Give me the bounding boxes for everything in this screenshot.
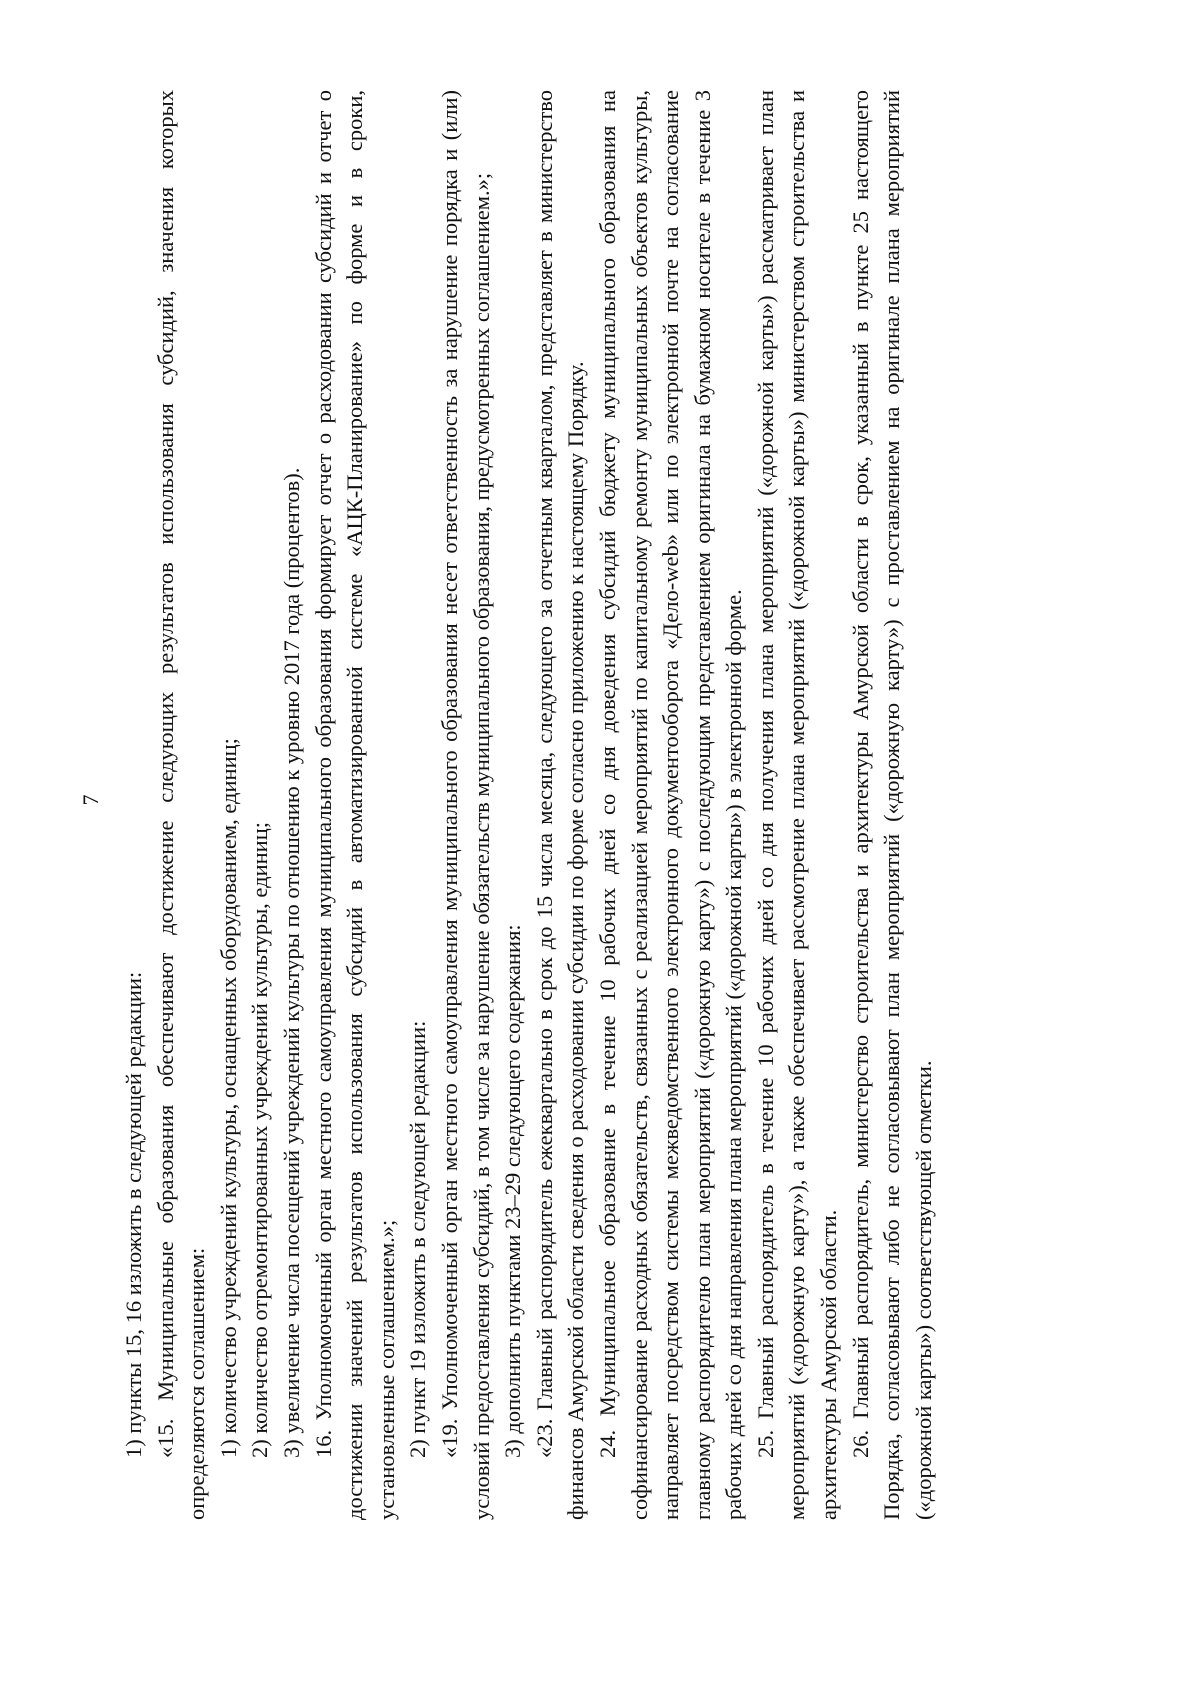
paragraph: «19. Уполномоченный орган местного самоуправления муниципального образования несет ответственность за нарушение порядка и (или) условий предоставления субсидий, в том числе за нарушение обязательств муниципального образования, предусмотренных соглашением.»; [436, 90, 494, 1520]
page-number: 7 [78, 794, 103, 806]
paragraph: 1) пункты 15, 16 изложить в следующей редакции: [121, 971, 146, 1458]
paragraph: 1) количество учреждений культуры, оснащенных оборудованием, единиц; [215, 738, 241, 1458]
paragraph: 24. Муниципальное образование в течение 10 рабочих дней со дня доведения субсидий бюджету муниципального образования на софинансирование расходных обязательств, связанных с реализацией мероприятий по капитальному ремонту муниципальных объектов культуры, направляет посредством системы межведомственного электронного документооборота «Дело-web» или по электронной почте на согласование главному распорядителю план мероприятий («дорожную карту») с последующим представлением оригинала на бумажном носителе в течение 3 рабочих дней со дня направления плана мероприятий («дорожной карты») в электронной форме. [594, 90, 747, 1520]
rotated-text-block [78, 90, 1078, 1520]
paragraph: 25. Главный распорядитель в течение 10 рабочих дней со дня получения плана мероприятий («дорожной карты») рассматривает план мероприятий («дорожную карту»), а также обеспечивает рассмотрение плана мероприятий («дорожной карты») министерством строительства и архитектуры Амурской области. [752, 90, 842, 1520]
paragraph: 2) пункт 19 изложить в следующей редакции: [405, 1020, 431, 1458]
paragraph: 2) количество отремонтированных учреждений культуры, единиц; [247, 822, 273, 1458]
document-body [118, 90, 939, 1520]
paragraph: 26. Главный распорядитель, министерство строительства и архитектуры Амурской области в срок, указанный в пункте 25 настоящего Порядка, согласовывают либо не согласовывают план мероприятий («дорожную карту») с проставлением на оригинале плана мероприятий («дорожной карты») соответствующей отметки. [847, 90, 936, 1520]
paragraph: «15. Муниципальные образования обеспечивают достижение следующих результатов использования субсидий, значения которых определяются соглашением: [152, 90, 210, 1520]
paragraph: 16. Уполномоченный орган местного самоуправления муниципального образования формирует отчет о расходовании субсидий и отчет о достижении значений результатов использования субсидий в автоматизированной системе «АЦК-Планирование» по форме и в сроки, установленные соглашением.»; [310, 90, 399, 1520]
paragraph: 3) увеличение числа посещений учреждений культуры по отношению к уровню 2017 года (процентов). [278, 467, 304, 1458]
paragraph: 3) дополнить пунктами 23–29 следующего содержания: [500, 924, 526, 1458]
paragraph: «23. Главный распорядитель ежеквартально в срок до 15 числа месяца, следующего за отчетным кварталом, представляет в министерство финансов Амурской области сведения о расходовании субсидии по форме согласно приложению к настоящему Порядку. [531, 90, 589, 1520]
